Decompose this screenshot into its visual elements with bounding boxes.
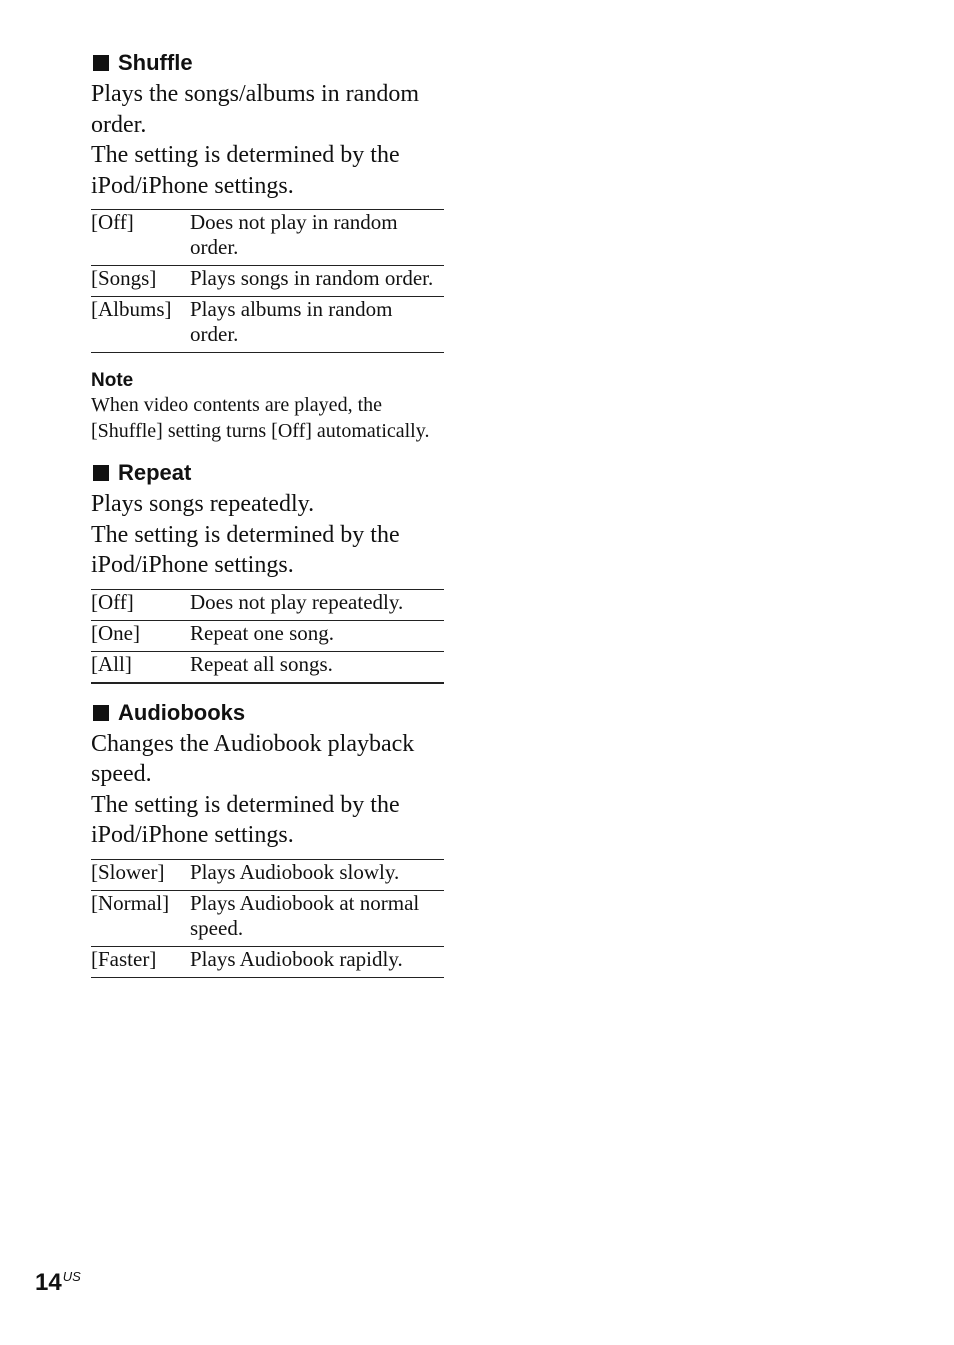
option-desc: Repeat all songs. xyxy=(190,651,444,683)
table-row xyxy=(91,859,444,890)
option-key: [All] xyxy=(91,651,190,683)
shuffle-heading-text: Shuffle xyxy=(118,50,193,75)
shuffle-section xyxy=(91,48,444,353)
audiobooks-heading-text: Audiobooks xyxy=(118,699,246,725)
shuffle-setting-note: The setting is determined by the iPod/iPhone settings. xyxy=(91,142,400,199)
table-row xyxy=(91,620,444,651)
table-row xyxy=(91,210,444,266)
repeat-heading xyxy=(91,458,444,488)
table-row xyxy=(91,297,444,353)
note-title: Note xyxy=(91,370,134,391)
option-key: [Slower] xyxy=(91,859,190,890)
option-key: [One] xyxy=(91,620,190,651)
square-bullet-icon xyxy=(93,465,109,481)
content-column xyxy=(91,48,444,978)
audiobooks-heading xyxy=(91,698,444,728)
audiobooks-options-table xyxy=(91,859,444,978)
note-text: When video contents are played, the [Shuffle] setting turns [Off] automatically. xyxy=(91,394,430,442)
option-desc: Does not play in random order. xyxy=(190,210,444,266)
option-desc: Does not play repeatedly. xyxy=(190,589,444,620)
audiobooks-section xyxy=(91,698,444,978)
option-desc: Plays Audiobook rapidly. xyxy=(190,946,444,977)
table-row xyxy=(91,651,444,683)
page-region-suffix: US xyxy=(62,1269,81,1284)
option-desc: Plays albums in random order. xyxy=(190,297,444,353)
square-bullet-icon xyxy=(93,705,109,721)
repeat-section xyxy=(91,458,444,684)
repeat-heading-text: Repeat xyxy=(118,460,192,485)
option-desc: Plays songs in random order. xyxy=(190,266,444,297)
audiobooks-setting-note: The setting is determined by the iPod/iPhone settings. xyxy=(91,791,400,848)
option-key: [Albums] xyxy=(91,297,190,353)
page-number-value: 14 xyxy=(35,1269,62,1296)
square-bullet-icon xyxy=(93,55,109,71)
option-key: [Songs] xyxy=(91,266,190,297)
option-key: [Off] xyxy=(91,210,190,266)
table-row xyxy=(91,890,444,946)
shuffle-description: Plays the songs/albums in random order. xyxy=(91,81,419,138)
repeat-setting-note: The setting is determined by the iPod/iPhone settings. xyxy=(91,521,400,578)
table-row xyxy=(91,946,444,977)
audiobooks-description: Changes the Audiobook playback speed. xyxy=(91,730,415,787)
note-block xyxy=(91,369,444,444)
shuffle-options-table xyxy=(91,209,444,353)
option-key: [Faster] xyxy=(91,946,190,977)
repeat-description: Plays songs repeatedly. xyxy=(91,491,315,517)
table-row xyxy=(91,589,444,620)
shuffle-heading xyxy=(91,48,444,78)
page-number xyxy=(35,1262,81,1298)
option-key: [Off] xyxy=(91,589,190,620)
option-desc: Plays Audiobook slowly. xyxy=(190,859,444,890)
repeat-options-table xyxy=(91,589,444,684)
option-desc: Repeat one song. xyxy=(190,620,444,651)
option-desc: Plays Audiobook at normal speed. xyxy=(190,890,444,946)
option-key: [Normal] xyxy=(91,890,190,946)
table-row xyxy=(91,266,444,297)
